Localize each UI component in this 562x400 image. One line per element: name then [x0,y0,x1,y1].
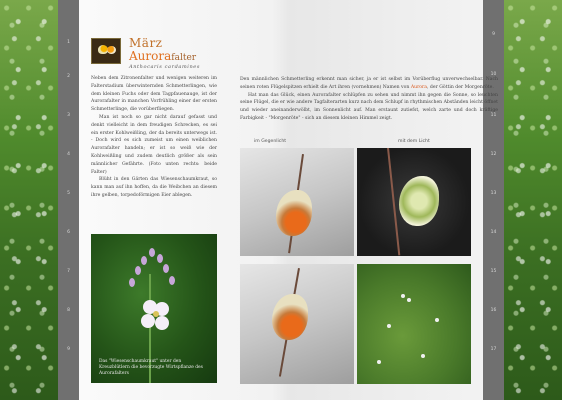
ruler-number: 8 [67,308,70,313]
ruler-number: 6 [67,230,70,235]
butterfly-pair-meadow-photo [357,264,471,384]
species-main: Aurora [129,49,172,63]
meadow-photo-left [0,0,58,400]
ruler-number: 16 [490,308,497,313]
meadow-photo-right [504,0,562,400]
ruler-number: 12 [490,152,497,157]
paragraph-text: , der Göttin der Morgenröte. [427,84,494,90]
paragraph: Hat man das Glück, einen Aurorafalter schlüpfen zu sehen und nimmt ihn gegen die Sonne, so leuchten seine Flügel, die er wie andere Tagfalterarten kurz nach dem Schlupf in rhythmischen Abständen leicht öffnet und wieder aneinanderwölbt, im Sonnenlicht auf. Man erstaunt zutiefst, welch zarte und doch kräftige Farbigkeit - "Morgenröte" - sich an diesem kleinen Himmel zeigt. [240,92,498,121]
ruler-number: 17 [490,347,497,352]
ruler-number: 10 [490,72,497,77]
butterfly-logo-icon [91,38,121,64]
paragraph [240,76,498,92]
ruler-number: 13 [490,191,497,196]
paragraph: Blüht in den Gärten das Wiesenschaumkraut, so kann man auf ihn hoffen, da die Weibchen an diesem ihre gelben, torpedoförmigen Eier ablegen. [91,177,217,198]
paragraph-text: Den männlichen Schmetterling erkennt man sicher, ja er ist selbst im Vorüberflug unverwechselbar. Nach seinen roten Flügelspitzen erhielt die Art ihren (vornehmen) Namen von [240,77,498,90]
text-column-two [240,76,498,123]
ruler-number: 1 [67,40,70,45]
butterfly-photo-backlit-top [240,148,354,256]
ruler-number: 7 [67,269,70,274]
ruler-number: 4 [67,152,70,157]
left-ruler [58,0,79,400]
caption-backlight: im Gegenlicht [254,139,287,144]
paragraph: Man ist noch so gar nicht darauf gefasst und denkt vielleicht in dem freudigen Schrecken, es sei ein erster Kohlweißling, der da bereits unterwegs ist. - Doch wird es sich zumeist um einen weiblichen Aurorafalter handeln; er ist so weiß wie der Kohlweißling und zudem deutlich größer als sein männlicher Gefährte. (Foto unten rechts: beide Falter) [91,114,217,175]
cuckooflower-photo [91,234,217,383]
species-suffix: falter [171,53,197,63]
ruler-number: 9 [67,347,70,352]
ruler-number: 9 [492,32,495,37]
right-ruler [483,0,504,400]
flower-caption: Das "Wiesenschaumkraut" unter den Kreuzblütlern die bevorzugte Wirtspflanze des Aurorafalters [99,359,203,377]
ruler-number: 5 [67,191,70,196]
species-title [129,49,196,63]
text-column-one [91,75,217,200]
month-title: März [129,36,163,50]
ruler-number: 3 [67,113,70,118]
butterfly-photo-frontlit [357,148,471,256]
caption-frontlight: mit dem Licht [398,139,430,144]
ruler-number: 11 [490,113,497,118]
ruler-number: 15 [490,269,497,274]
aurora-highlight: Aurora [410,84,427,90]
ruler-number: 2 [67,74,70,79]
butterfly-photo-backlit-bottom [240,264,354,384]
ruler-number: 14 [490,230,497,235]
paragraph: Neben dem Zitronenfalter und wenigen weiteren im Falterstadium überwinternden Schmetterlingen, wie dem kleinen Fuchs oder dem Tagpfauenauge, ist der Aurorafalter in manchen Vorfrühling einer der ersten Schmetterlinge, die vorüberfliegen. [91,76,217,113]
latin-name: Anthocaris cardamines [129,64,201,70]
